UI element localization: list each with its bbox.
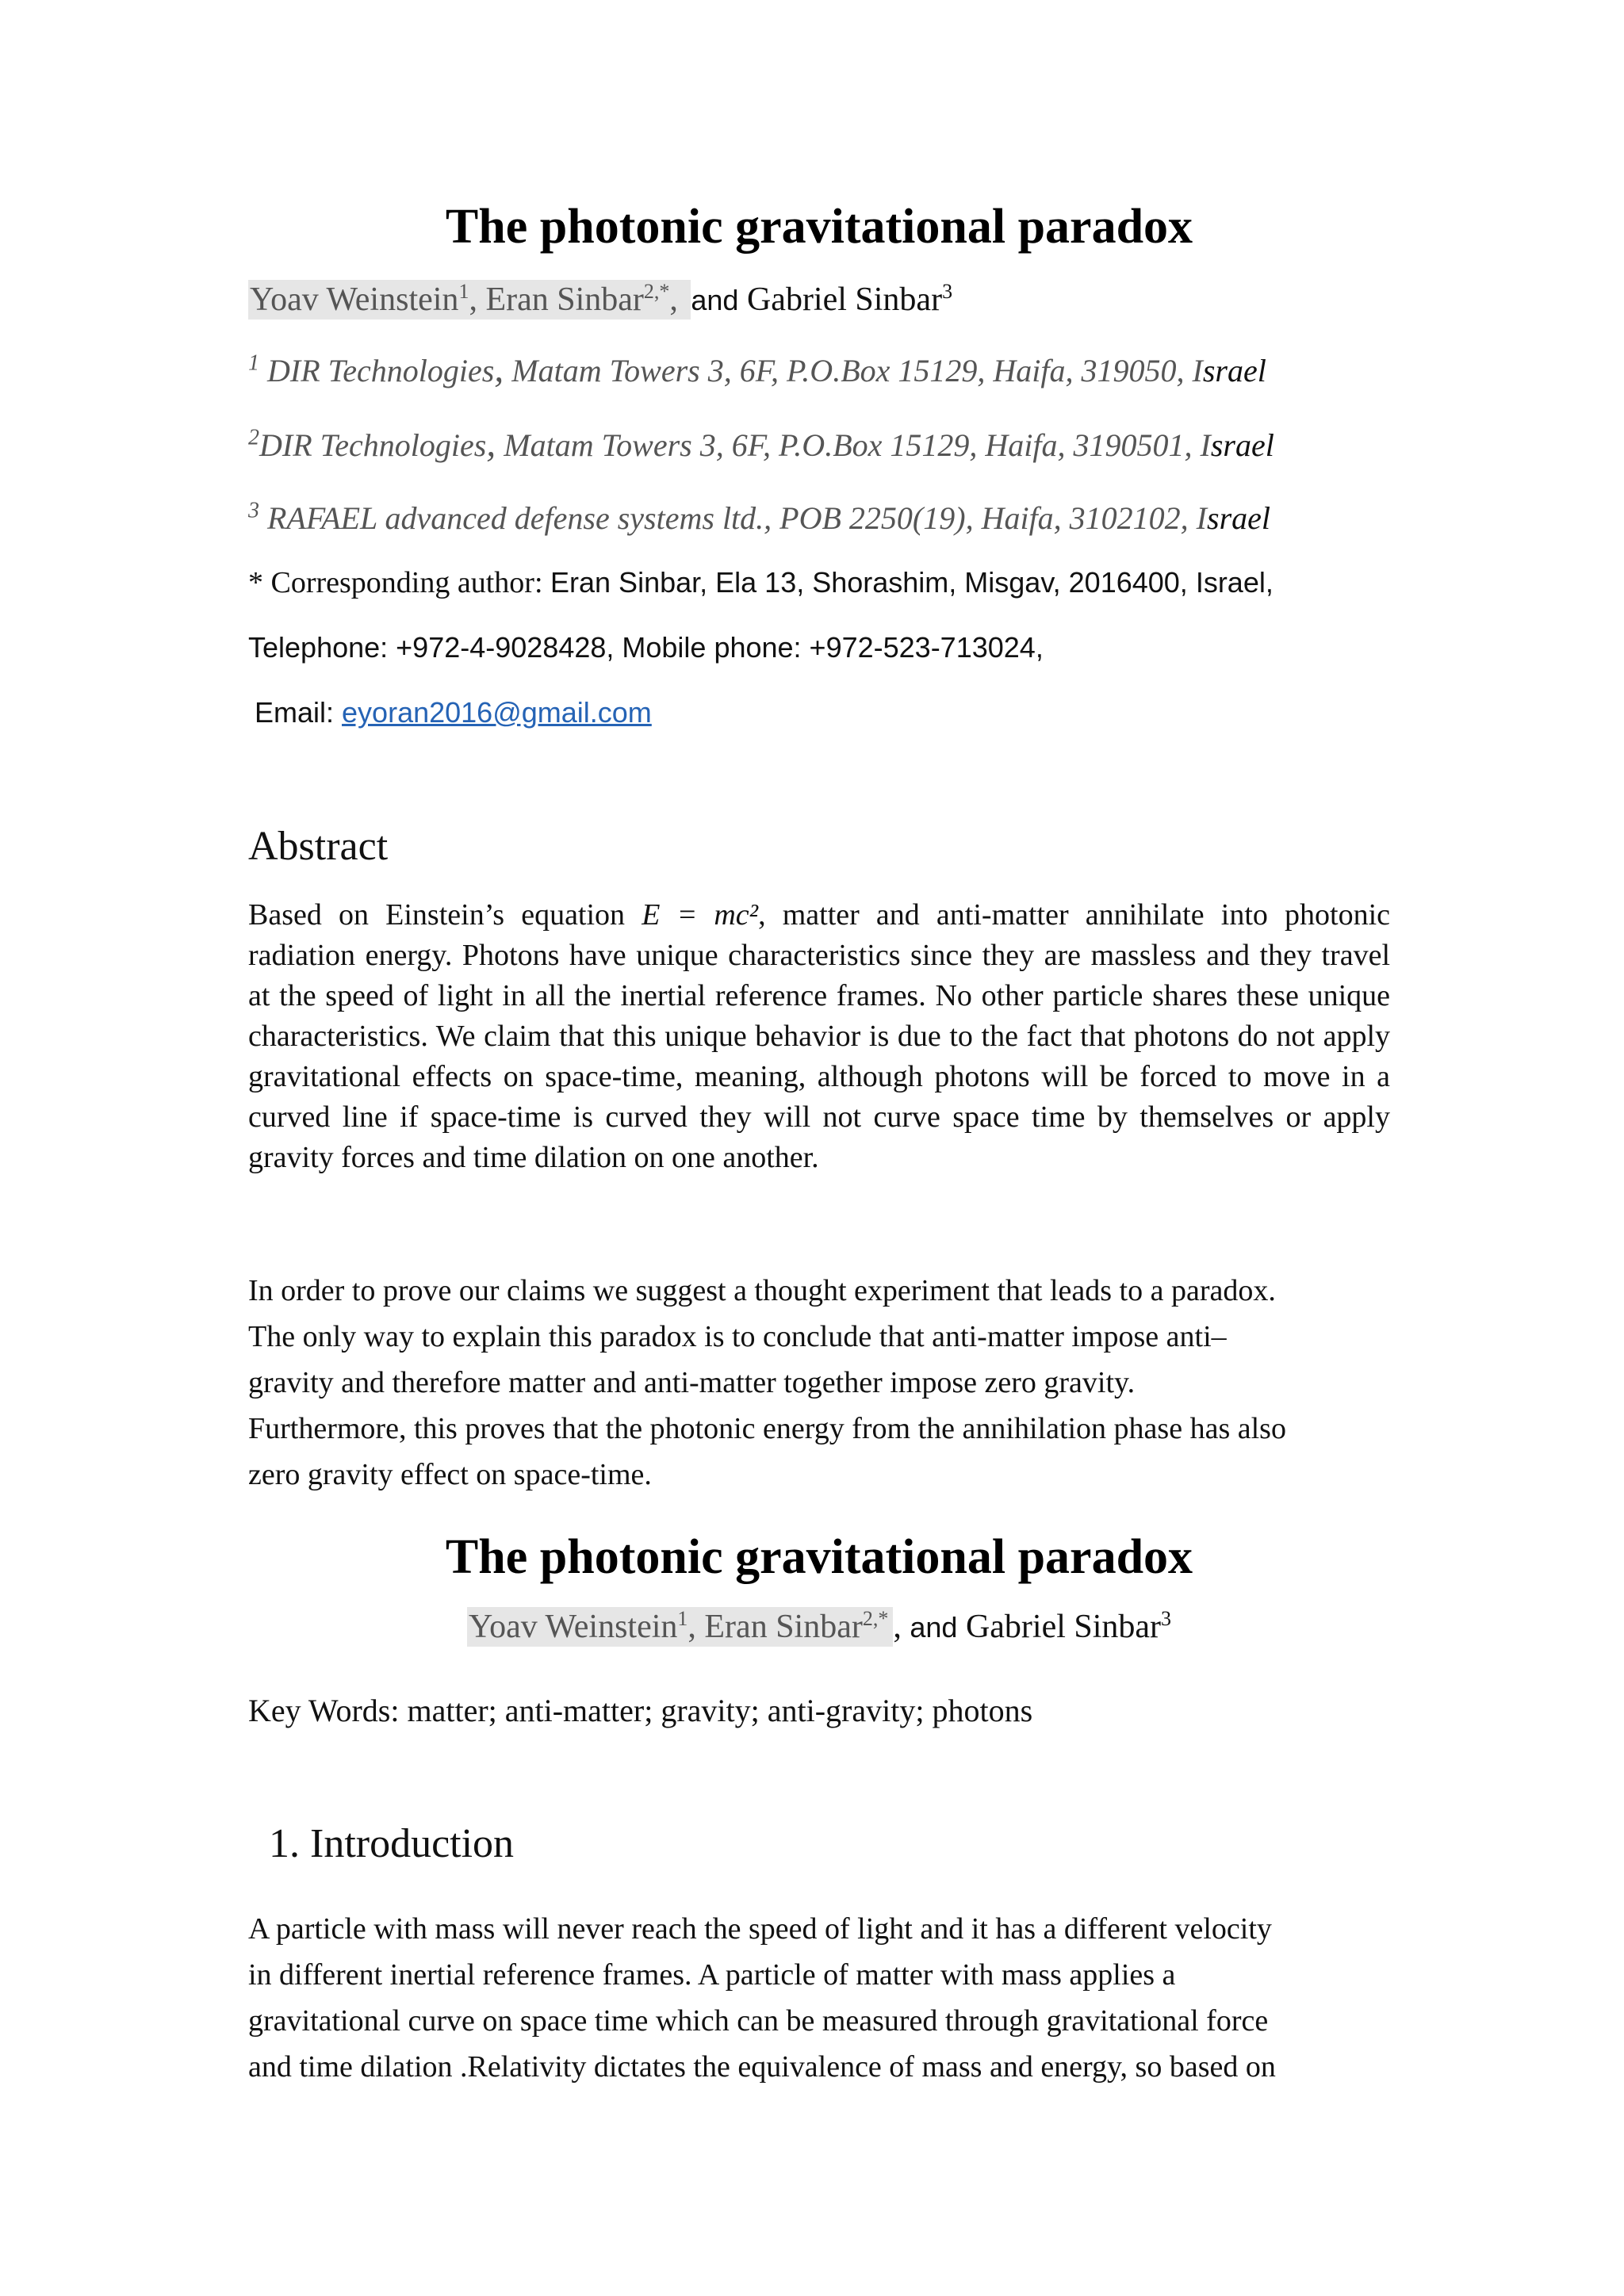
abstract-heading: Abstract <box>248 824 389 869</box>
contact-phone: Telephone: +972-4-9028428, Mobile phone: +972-523-713024, <box>248 631 1044 664</box>
author-2: Eran Sinbar <box>485 281 644 318</box>
abstract-paragraph-1: Based on Einstein’s equation E = mc², matter and anti-matter annihilate into photonic radiation energy. Photons have unique characteristics since they are massless and they travel at the speed of light in all the inertial reference frames. No other particle shares these unique characteristics. We claim that this unique behavior is due to the fact that photons do not apply gravitational effects on space-time, meaning, although photons will be forced to move in a curved line if space-time is curved they will not curve space time by themselves or apply gravity forces and time dilation on one another. <box>248 898 1390 1174</box>
affiliation-1: $^1$ DIR Technologies, Matam Towers 3, 6F, P.O.Box 15129, Haifa, 319050, Israel <box>248 348 1266 390</box>
keywords: Key Words: matter; anti-matter; gravity; anti-gravity; photons <box>248 1693 1033 1728</box>
equation: E = mc² <box>642 898 759 932</box>
author-3: Gabriel Sinbar <box>746 281 943 318</box>
affiliation-3: $^3$ RAFAEL advanced defense systems ltd., POB 2250(19), Haifa, 3102102, Israel <box>248 498 1270 536</box>
author-1: Yoav Weinstein <box>250 281 459 318</box>
author-highlight: Yoav Weinstein$^1$, Eran Sinbar$^{2,*}$, <box>248 280 691 320</box>
email-link[interactable]: eyoran2016@gmail.com <box>342 696 652 729</box>
author-and: and <box>691 284 739 316</box>
introduction-heading: 1. Introduction <box>269 1821 515 1866</box>
author-line-repeat: Yoav Weinstein$^1$, Eran Sinbar$^{2,*}$ , and Gabriel Sinbar$^3$ <box>468 1607 1172 1645</box>
paper-title-repeat: The photonic gravitational paradox <box>445 1530 1193 1584</box>
author-line: Yoav Weinstein$^1$, Eran Sinbar$^{2,*}$, and Gabriel Sinbar$^3$ <box>250 280 953 318</box>
contact-email: Email: eyoran2016@gmail.com <box>255 696 652 729</box>
paper-title: The photonic gravitational paradox <box>445 200 1193 254</box>
affiliation-2: $^2$DIR Technologies, Matam Towers 3, 6F, P.O.Box 15129, Haifa, 3190501, Israel <box>248 423 1274 465</box>
corresponding-author: * Corresponding author: Eran Sinbar, Ela 13, Shorashim, Misgav, 2016400, Israel, <box>248 566 1274 599</box>
introduction-paragraph: A particle with mass will never reach the speed of light and it has a different velocity in different inertial reference frames. A particle of matter with mass applies a gravitational curve on space time which can be measured through gravitational force and time dilation .Relativity dictates the equivalence of mass and energy, so based on <box>248 1912 1276 2084</box>
abstract-paragraph-2: In order to prove our claims we suggest a thought experiment that leads to a paradox. The only way to explain this paradox is to conclude that anti-matter impose anti– gravity and therefore matter and anti-matter together impose zero gravity. Furthermore, this proves that the photonic energy from the annihilation phase has also zero gravity effect on space-time. <box>248 1274 1286 1491</box>
